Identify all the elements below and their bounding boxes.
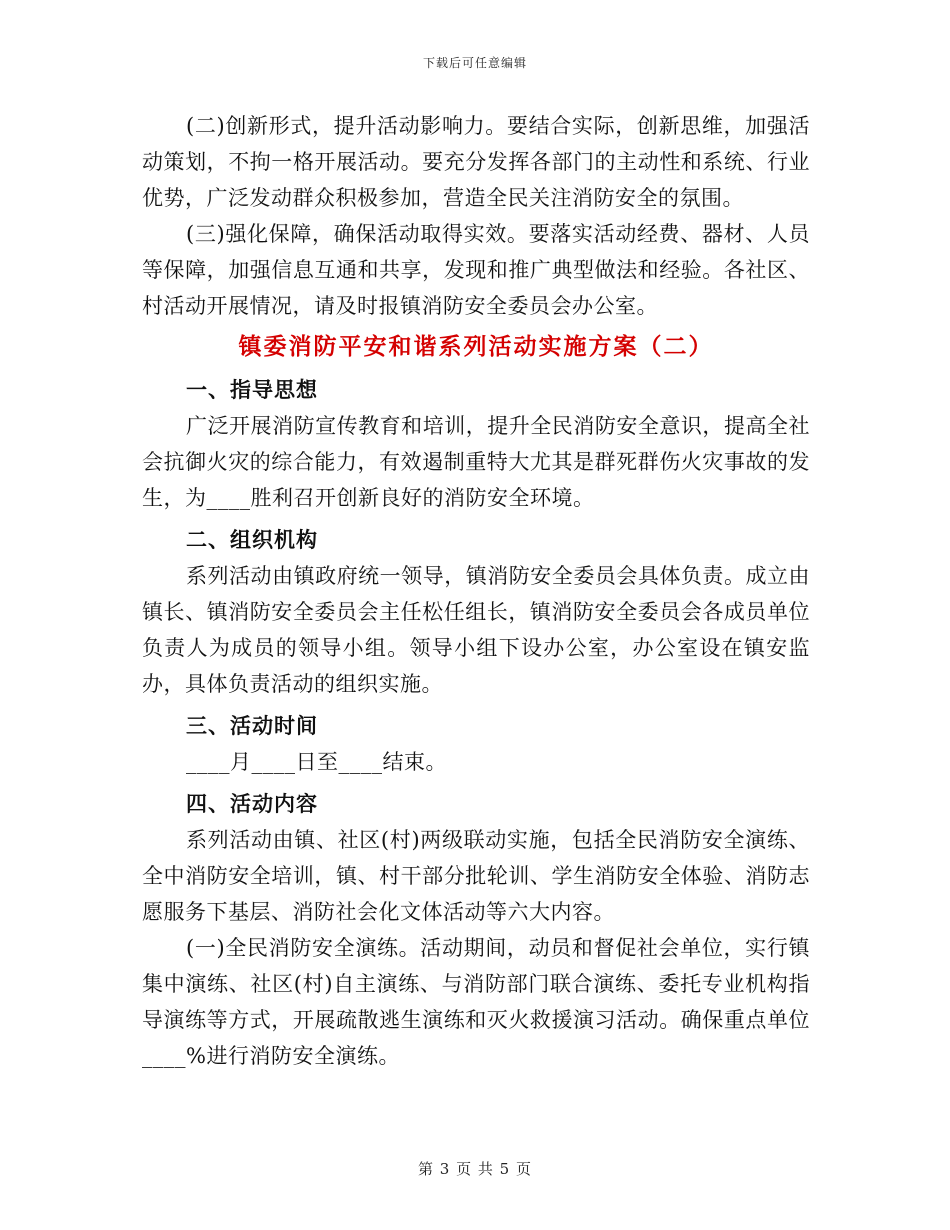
paragraph-activity-content: 系列活动由镇、社区(村)两级联动实施，包括全民消防安全演练、全中消防安全培训，镇、村干部分批轮训、学生消防安全体验、消防志愿服务下基层、消防社会化文体活动等六大内容。: [142, 828, 810, 924]
document-title: 镇委消防平安和谐系列活动实施方案（二）: [238, 333, 714, 360]
page-header-note: 下载后可任意编辑: [422, 56, 527, 70]
paragraph-activity-time: ____月____日至____结束。: [186, 750, 447, 774]
document-body: [142, 108, 810, 1074]
page-footer-number: 第 3 页 共 5 页: [418, 1160, 532, 1178]
paragraph-innovation: (二)创新形式，提升活动影响力。要结合实际，创新思维，加强活动策划，不拘一格开展活动。要充分发挥各部门的主动性和系统、行业优势，广泛发动群众积极参加，营造全民关注消防安全的氛围。: [142, 114, 810, 210]
section-heading-organization: 二、组织机构: [186, 527, 318, 552]
paragraph-drill: (一)全民消防安全演练。活动期间，动员和督促社会单位，实行镇集中演练、社区(村)自主演练、与消防部门联合演练、委托专业机构指导演练等方式，开展疏散逃生演练和灭火救援演习活动。确保重点单位____%进行消防安全演练。: [142, 936, 810, 1068]
paragraph-guiding-thought: 广泛开展消防宣传教育和培训，提升全民消防安全意识，提高全社会抗御火灾的综合能力，有效遏制重特大尤其是群死群伤火灾事故的发生，为____胜利召开创新良好的消防安全环境。: [142, 414, 810, 510]
section-heading-guiding-thought: 一、指导思想: [186, 377, 318, 402]
paragraph-guarantee: (三)强化保障，确保活动取得实效。要落实活动经费、器材、人员等保障，加强信息互通和共享，发现和推广典型做法和经验。各社区、村活动开展情况，请及时报镇消防安全委员会办公室。: [142, 222, 810, 318]
paragraph-organization: 系列活动由镇政府统一领导，镇消防安全委员会具体负责。成立由镇长、镇消防安全委员会主任松任组长，镇消防安全委员会各成员单位负责人为成员的领导小组。领导小组下设办公室，办公室设在镇安监办，具体负责活动的组织实施。: [142, 564, 810, 696]
section-heading-activity-time: 三、活动时间: [186, 713, 318, 738]
section-heading-activity-content: 四、活动内容: [186, 791, 318, 816]
